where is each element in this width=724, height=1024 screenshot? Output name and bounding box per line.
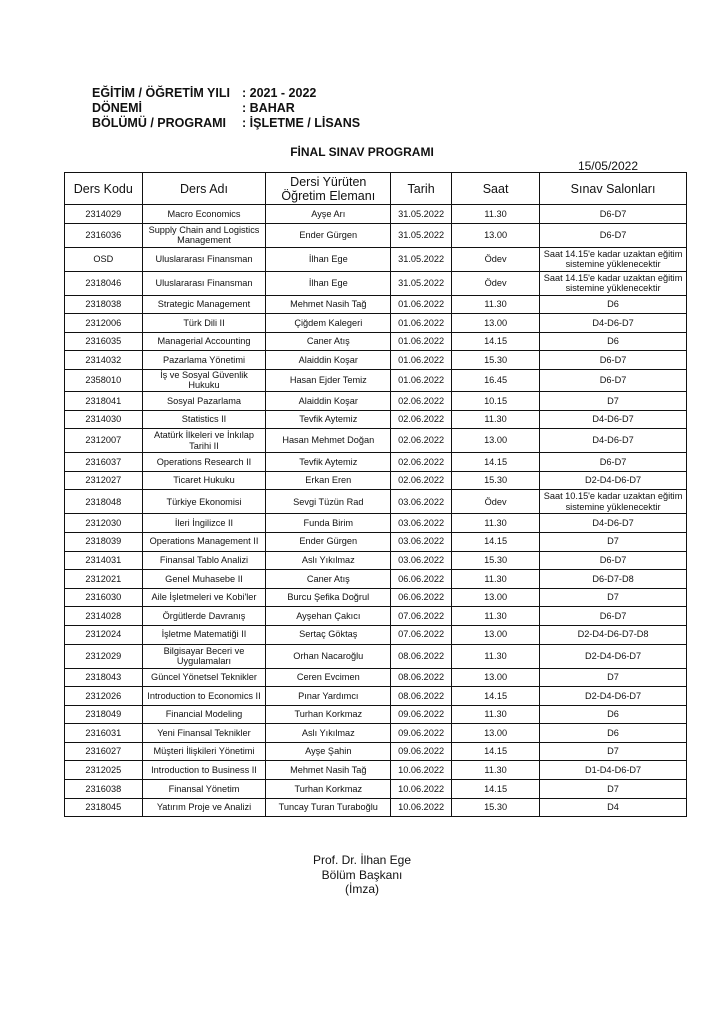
exam-time-cell: 14.15	[452, 453, 540, 472]
course-name-cell: Macro Economics	[142, 205, 266, 224]
column-header-code: Ders Kodu	[65, 173, 143, 205]
exam-rooms-cell: D4-D6-D7	[540, 410, 687, 429]
exam-rooms-cell: D6	[540, 295, 687, 314]
exam-schedule-table	[64, 172, 687, 817]
table-row	[65, 410, 687, 429]
column-header-time: Saat	[452, 173, 540, 205]
table-row	[65, 570, 687, 589]
instructor-cell: Alaiddin Koşar	[266, 351, 391, 370]
exam-date-cell: 07.06.2022	[391, 607, 452, 626]
course-code-cell: 2316027	[65, 742, 143, 761]
exam-rooms-cell: D2-D4-D6-D7-D8	[540, 625, 687, 644]
term-label: DÖNEMİ	[92, 101, 142, 115]
exam-rooms-cell: D6-D7	[540, 551, 687, 570]
table-header-row	[65, 173, 687, 205]
exam-time-cell: 11.30	[452, 761, 540, 780]
instructor-cell: Mehmet Nasih Tağ	[266, 761, 391, 780]
column-header-instructor: Dersi Yürüten Öğretim Elemanı	[266, 173, 391, 205]
table-row	[65, 742, 687, 761]
document-date: 15/05/2022	[577, 159, 638, 173]
course-name-cell: Uluslararası Finansman	[142, 247, 266, 271]
exam-time-cell: 11.30	[452, 295, 540, 314]
exam-time-cell: 11.30	[452, 410, 540, 429]
exam-rooms-cell: D7	[540, 588, 687, 607]
exam-date-cell: 06.06.2022	[391, 588, 452, 607]
header-row-department	[92, 116, 360, 131]
exam-time-cell: 13.00	[452, 314, 540, 333]
course-code-cell: 2312029	[65, 644, 143, 668]
instructor-cell: Tuncay Turan Turaboğlu	[266, 798, 391, 817]
exam-date-cell: 02.06.2022	[391, 391, 452, 410]
course-name-cell: Yatırım Proje ve Analizi	[142, 798, 266, 817]
exam-rooms-cell: D6-D7	[540, 607, 687, 626]
course-name-cell: Financial Modeling	[142, 705, 266, 724]
instructor-cell: Ayşe Arı	[266, 205, 391, 224]
table-row	[65, 644, 687, 668]
exam-date-cell: 01.06.2022	[391, 351, 452, 370]
exam-rooms-cell: D6	[540, 332, 687, 351]
exam-time-cell: 13.00	[452, 429, 540, 453]
signatory-name: Prof. Dr. İlhan Ege	[312, 853, 412, 867]
table-row	[65, 607, 687, 626]
instructor-cell: Ceren Evcimen	[266, 668, 391, 687]
course-code-cell: 2316038	[65, 780, 143, 799]
course-name-cell: Türkiye Ekonomisi	[142, 490, 266, 514]
exam-rooms-cell: D2-D4-D6-D7	[540, 471, 687, 490]
course-code-cell: 2314031	[65, 551, 143, 570]
exam-time-cell: 15.30	[452, 351, 540, 370]
exam-date-cell: 10.06.2022	[391, 761, 452, 780]
course-code-cell: 2314029	[65, 205, 143, 224]
course-code-cell: 2316036	[65, 223, 143, 247]
exam-date-cell: 08.06.2022	[391, 687, 452, 706]
course-code-cell: 2312027	[65, 471, 143, 490]
instructor-cell: Aslı Yıkılmaz	[266, 724, 391, 743]
column-header-rooms: Sınav Salonları	[540, 173, 687, 205]
exam-date-cell: 01.06.2022	[391, 314, 452, 333]
exam-time-cell: 14.15	[452, 742, 540, 761]
course-code-cell: OSD	[65, 247, 143, 271]
exam-date-cell: 02.06.2022	[391, 453, 452, 472]
instructor-cell: Funda Birim	[266, 514, 391, 533]
course-name-cell: Ticaret Hukuku	[142, 471, 266, 490]
table-row	[65, 471, 687, 490]
column-header-course: Ders Adı	[142, 173, 266, 205]
course-name-cell: Türk Dili II	[142, 314, 266, 333]
instructor-cell: Ender Gürgen	[266, 223, 391, 247]
exam-date-cell: 06.06.2022	[391, 570, 452, 589]
table-row	[65, 314, 687, 333]
exam-time-cell: 11.30	[452, 205, 540, 224]
department-value: : İŞLETME / LİSANS	[242, 116, 361, 130]
exam-rooms-cell: D6-D7	[540, 223, 687, 247]
table-row	[65, 429, 687, 453]
exam-rooms-cell: D6-D7	[540, 369, 687, 391]
exam-time-cell: Ödev	[452, 247, 540, 271]
course-code-cell: 2316037	[65, 453, 143, 472]
exam-date-cell: 09.06.2022	[391, 705, 452, 724]
document-title: FİNAL SINAV PROGRAMI	[290, 145, 434, 159]
header-row-year	[92, 86, 360, 101]
course-code-cell: 2318041	[65, 391, 143, 410]
document-header	[92, 86, 360, 131]
instructor-cell: Orhan Nacaroğlu	[266, 644, 391, 668]
exam-date-cell: 02.06.2022	[391, 429, 452, 453]
exam-time-cell: Ödev	[452, 490, 540, 514]
exam-rooms-cell: Saat 14.15'e kadar uzaktan eğitim sistemine yüklenecektir	[540, 271, 687, 295]
instructor-cell: Erkan Eren	[266, 471, 391, 490]
exam-date-cell: 10.06.2022	[391, 798, 452, 817]
instructor-cell: Alaiddin Koşar	[266, 391, 391, 410]
signature-block	[0, 853, 724, 897]
exam-date-cell: 01.06.2022	[391, 332, 452, 351]
course-name-cell: Güncel Yönetsel Teknikler	[142, 668, 266, 687]
exam-date-cell: 01.06.2022	[391, 369, 452, 391]
course-name-cell: İleri İngilizce II	[142, 514, 266, 533]
exam-rooms-cell: Saat 10.15'e kadar uzaktan eğitim sistemine yüklenecektir	[540, 490, 687, 514]
course-code-cell: 2314030	[65, 410, 143, 429]
course-name-cell: Managerial Accounting	[142, 332, 266, 351]
exam-date-cell: 02.06.2022	[391, 410, 452, 429]
table-row	[65, 205, 687, 224]
instructor-cell: Sertaç Göktaş	[266, 625, 391, 644]
exam-time-cell: 14.15	[452, 532, 540, 551]
course-code-cell: 2312024	[65, 625, 143, 644]
table-row	[65, 490, 687, 514]
exam-time-cell: 11.30	[452, 514, 540, 533]
exam-time-cell: 13.00	[452, 668, 540, 687]
table-row	[65, 668, 687, 687]
course-name-cell: Atatürk İlkeleri ve İnkılap Tarihi II	[142, 429, 266, 453]
exam-rooms-cell: D7	[540, 532, 687, 551]
course-name-cell: Finansal Yönetim	[142, 780, 266, 799]
exam-rooms-cell: D7	[540, 742, 687, 761]
exam-date-cell: 09.06.2022	[391, 742, 452, 761]
table-row	[65, 761, 687, 780]
course-name-cell: Müşteri İlişkileri Yönetimi	[142, 742, 266, 761]
exam-rooms-cell: D4	[540, 798, 687, 817]
course-code-cell: 2318048	[65, 490, 143, 514]
table-row	[65, 705, 687, 724]
exam-time-cell: 16.45	[452, 369, 540, 391]
course-code-cell: 2318045	[65, 798, 143, 817]
course-code-cell: 2314028	[65, 607, 143, 626]
year-value: : 2021 - 2022	[242, 86, 317, 100]
course-name-cell: Örgütlerde Davranış	[142, 607, 266, 626]
table-row	[65, 351, 687, 370]
exam-time-cell: 13.00	[452, 223, 540, 247]
course-code-cell: 2312021	[65, 570, 143, 589]
instructor-cell: Hasan Mehmet Doğan	[266, 429, 391, 453]
table-row	[65, 369, 687, 391]
instructor-cell: Turhan Korkmaz	[266, 780, 391, 799]
exam-rooms-cell: D4-D6-D7	[540, 514, 687, 533]
table-row	[65, 780, 687, 799]
exam-rooms-cell: D7	[540, 780, 687, 799]
course-code-cell: 2312026	[65, 687, 143, 706]
exam-time-cell: 10.15	[452, 391, 540, 410]
year-label: EĞİTİM / ÖĞRETİM YILI	[92, 86, 230, 100]
course-name-cell: Uluslararası Finansman	[142, 271, 266, 295]
exam-rooms-cell: D6-D7-D8	[540, 570, 687, 589]
course-name-cell: Aile İşletmeleri ve Kobi'ler	[142, 588, 266, 607]
course-code-cell: 2318043	[65, 668, 143, 687]
table-row	[65, 271, 687, 295]
exam-time-cell: Ödev	[452, 271, 540, 295]
table-row	[65, 453, 687, 472]
exam-time-cell: 14.15	[452, 780, 540, 799]
instructor-cell: Aslı Yıkılmaz	[266, 551, 391, 570]
document-title-wrap	[0, 145, 724, 159]
instructor-cell: Ayşehan Çakıcı	[266, 607, 391, 626]
exam-date-cell: 03.06.2022	[391, 532, 452, 551]
exam-time-cell: 11.30	[452, 644, 540, 668]
exam-date-cell: 03.06.2022	[391, 514, 452, 533]
course-code-cell: 2316035	[65, 332, 143, 351]
exam-time-cell: 13.00	[452, 724, 540, 743]
course-name-cell: Supply Chain and Logistics Management	[142, 223, 266, 247]
course-code-cell: 2318049	[65, 705, 143, 724]
course-code-cell: 2312030	[65, 514, 143, 533]
table-row	[65, 223, 687, 247]
course-name-cell: Yeni Finansal Teknikler	[142, 724, 266, 743]
instructor-cell: Turhan Korkmaz	[266, 705, 391, 724]
exam-rooms-cell: D6-D7	[540, 351, 687, 370]
table-row	[65, 295, 687, 314]
course-code-cell: 2318039	[65, 532, 143, 551]
table-row	[65, 798, 687, 817]
exam-date-cell: 02.06.2022	[391, 471, 452, 490]
instructor-cell: İlhan Ege	[266, 247, 391, 271]
exam-date-cell: 10.06.2022	[391, 780, 452, 799]
table-row	[65, 332, 687, 351]
exam-time-cell: 15.30	[452, 798, 540, 817]
course-code-cell: 2314032	[65, 351, 143, 370]
table-row	[65, 532, 687, 551]
table-row	[65, 391, 687, 410]
course-name-cell: İşletme Matematiği II	[142, 625, 266, 644]
exam-rooms-cell: D7	[540, 391, 687, 410]
exam-date-cell: 08.06.2022	[391, 668, 452, 687]
course-name-cell: Genel Muhasebe II	[142, 570, 266, 589]
table-row	[65, 687, 687, 706]
course-name-cell: Introduction to Business II	[142, 761, 266, 780]
exam-time-cell: 11.30	[452, 607, 540, 626]
instructor-cell: Hasan Ejder Temiz	[266, 369, 391, 391]
course-name-cell: Operations Research II	[142, 453, 266, 472]
exam-time-cell: 15.30	[452, 471, 540, 490]
course-code-cell: 2316030	[65, 588, 143, 607]
course-code-cell: 2312006	[65, 314, 143, 333]
header-row-term	[92, 101, 360, 116]
exam-date-cell: 31.05.2022	[391, 247, 452, 271]
exam-rooms-cell: D4-D6-D7	[540, 429, 687, 453]
exam-rooms-cell: Saat 14.15'e kadar uzaktan eğitim sistemine yüklenecektir	[540, 247, 687, 271]
course-name-cell: Strategic Management	[142, 295, 266, 314]
table-body	[65, 205, 687, 817]
instructor-cell: Caner Atış	[266, 332, 391, 351]
term-value: : BAHAR	[242, 101, 295, 115]
table-row	[65, 514, 687, 533]
instructor-cell: Tevfik Aytemiz	[266, 410, 391, 429]
exam-time-cell: 13.00	[452, 625, 540, 644]
instructor-cell: İlhan Ege	[266, 271, 391, 295]
course-code-cell: 2312025	[65, 761, 143, 780]
department-label: BÖLÜMÜ / PROGRAMI	[92, 116, 227, 130]
course-name-cell: Introduction to Economics II	[142, 687, 266, 706]
course-name-cell: Sosyal Pazarlama	[142, 391, 266, 410]
instructor-cell: Sevgi Tüzün Rad	[266, 490, 391, 514]
exam-rooms-cell: D2-D4-D6-D7	[540, 687, 687, 706]
course-name-cell: Statistics II	[142, 410, 266, 429]
signatory-title: Bölüm Başkanı	[321, 867, 403, 882]
course-name-cell: Pazarlama Yönetimi	[142, 351, 266, 370]
course-name-cell: Operations Management II	[142, 532, 266, 551]
exam-time-cell: 11.30	[452, 705, 540, 724]
exam-date-cell: 03.06.2022	[391, 551, 452, 570]
table-row	[65, 551, 687, 570]
exam-rooms-cell: D6	[540, 724, 687, 743]
course-name-cell: Finansal Tablo Analizi	[142, 551, 266, 570]
instructor-cell: Pınar Yardımcı	[266, 687, 391, 706]
exam-date-cell: 31.05.2022	[391, 271, 452, 295]
course-name-cell: Bilgisayar Beceri ve Uygulamaları	[142, 644, 266, 668]
signature-mark: (İmza)	[345, 882, 379, 896]
exam-rooms-cell: D2-D4-D6-D7	[540, 644, 687, 668]
exam-date-cell: 09.06.2022	[391, 724, 452, 743]
exam-date-cell: 08.06.2022	[391, 644, 452, 668]
exam-date-cell: 31.05.2022	[391, 205, 452, 224]
instructor-cell: Ayşe Şahin	[266, 742, 391, 761]
table-row	[65, 588, 687, 607]
instructor-cell: Caner Atış	[266, 570, 391, 589]
course-code-cell: 2318046	[65, 271, 143, 295]
course-code-cell: 2316031	[65, 724, 143, 743]
course-code-cell: 2312007	[65, 429, 143, 453]
exam-time-cell: 11.30	[452, 570, 540, 589]
exam-time-cell: 14.15	[452, 687, 540, 706]
exam-date-cell: 01.06.2022	[391, 295, 452, 314]
exam-date-cell: 31.05.2022	[391, 223, 452, 247]
instructor-cell: Burcu Şefika Doğrul	[266, 588, 391, 607]
course-code-cell: 2358010	[65, 369, 143, 391]
table-row	[65, 724, 687, 743]
exam-date-cell: 03.06.2022	[391, 490, 452, 514]
table-row	[65, 247, 687, 271]
exam-time-cell: 13.00	[452, 588, 540, 607]
exam-rooms-cell: D7	[540, 668, 687, 687]
instructor-cell: Tevfik Aytemiz	[266, 453, 391, 472]
course-code-cell: 2318038	[65, 295, 143, 314]
column-header-date: Tarih	[391, 173, 452, 205]
exam-rooms-cell: D6	[540, 705, 687, 724]
instructor-cell: Çiğdem Kalegeri	[266, 314, 391, 333]
course-name-cell: İş ve Sosyal Güvenlik Hukuku	[142, 369, 266, 391]
table-row	[65, 625, 687, 644]
exam-time-cell: 14.15	[452, 332, 540, 351]
exam-rooms-cell: D4-D6-D7	[540, 314, 687, 333]
exam-rooms-cell: D6-D7	[540, 205, 687, 224]
exam-time-cell: 15.30	[452, 551, 540, 570]
instructor-cell: Ender Gürgen	[266, 532, 391, 551]
instructor-cell: Mehmet Nasih Tağ	[266, 295, 391, 314]
exam-rooms-cell: D1-D4-D6-D7	[540, 761, 687, 780]
exam-rooms-cell: D6-D7	[540, 453, 687, 472]
exam-date-cell: 07.06.2022	[391, 625, 452, 644]
